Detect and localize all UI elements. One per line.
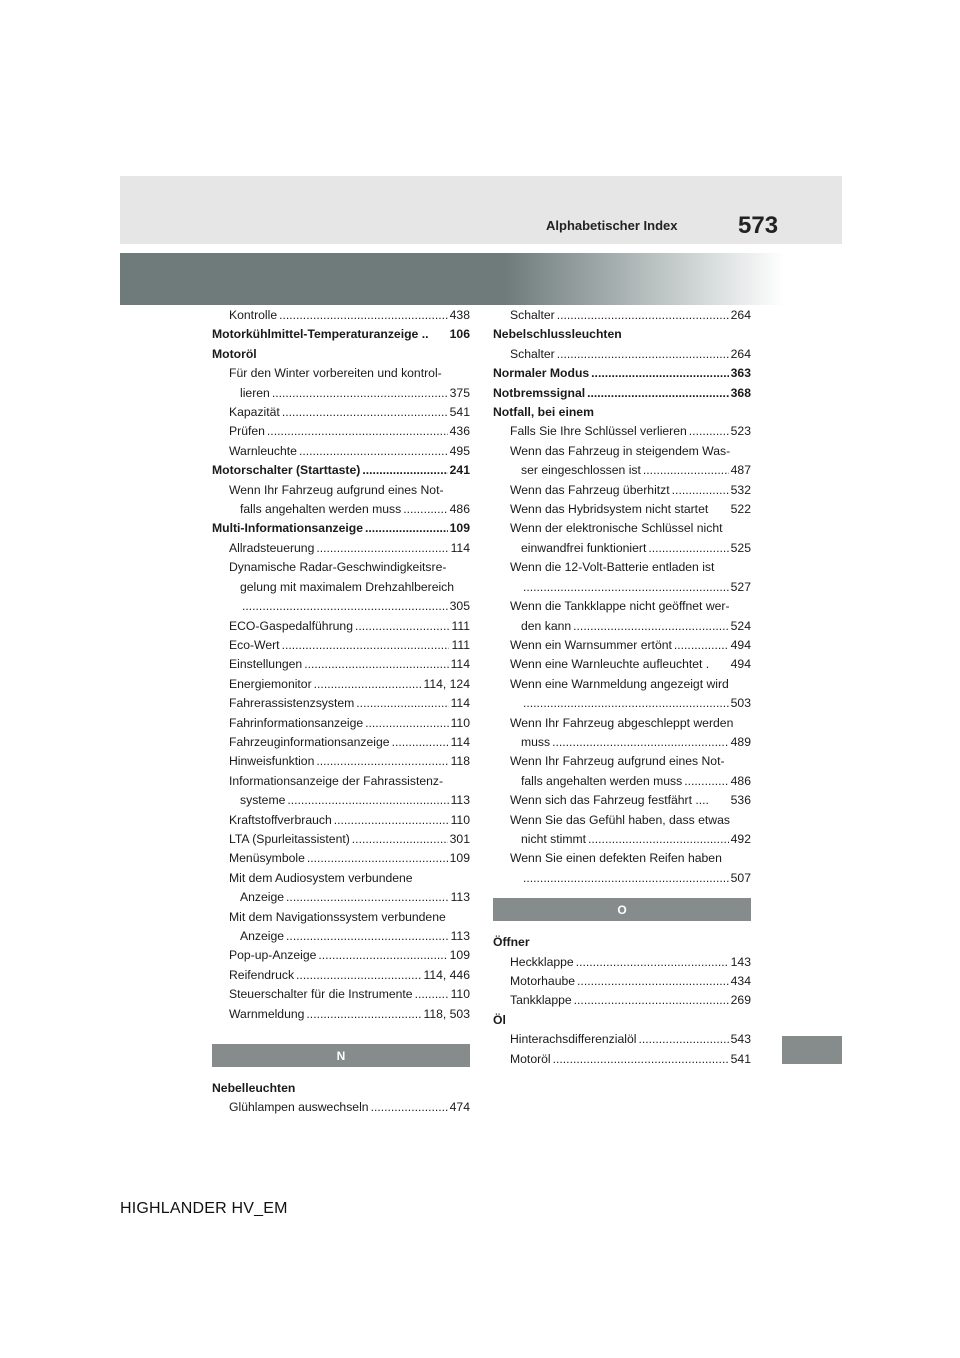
index-sub-entry [212, 811, 470, 830]
page-reference: 241 [449, 463, 470, 478]
page-reference: 110 [450, 715, 470, 730]
entry-text: lieren [240, 385, 270, 400]
leader-dots [272, 384, 448, 403]
leader-dots [552, 733, 729, 752]
entry-text: Energiemonitor [229, 676, 312, 691]
page-reference: 110 [450, 987, 470, 1002]
leader-dots [523, 694, 729, 713]
index-sub-entry [212, 384, 470, 403]
entry-text: Schalter [510, 346, 555, 361]
leader-dots [334, 811, 449, 830]
leader-dots [577, 972, 729, 991]
section-title: Alphabetischer Index [546, 218, 678, 233]
index-sub-entry [212, 442, 470, 461]
page-number: 573 [738, 212, 779, 239]
page-reference: 494 [730, 637, 751, 652]
chapter-side-tab [782, 1036, 842, 1064]
index-main-entry [212, 461, 470, 480]
index-sub-entry [493, 972, 751, 991]
index-sub-entry [212, 733, 470, 752]
index-main-entry [493, 403, 751, 422]
entry-text: falls angehalten werden muss [240, 502, 402, 517]
entry-text: Wenn Ihr Fahrzeug aufgrund eines Not- [229, 482, 444, 497]
index-sub-entry [212, 908, 470, 927]
entry-text: Menüsymbole [229, 851, 305, 866]
entry-text: gelung mit maximalem Drehzahlbereich [240, 579, 455, 594]
index-main-entry [493, 325, 751, 344]
index-sub-entry [493, 539, 751, 558]
page-reference: 436 [449, 424, 470, 439]
page-reference: 524 [730, 618, 751, 633]
entry-text: Dynamische Radar-Geschwindigkeitsre- [229, 560, 447, 575]
entry-text: Tankklappe [510, 993, 572, 1008]
index-sub-entry [493, 869, 751, 888]
leader-dots [299, 442, 448, 461]
page-reference: 486 [730, 773, 751, 788]
index-sub-entry [212, 985, 470, 1004]
leader-dots [553, 1050, 729, 1069]
index-column-right [493, 306, 751, 1069]
leader-dots [306, 1005, 421, 1024]
page-reference: 523 [730, 424, 751, 439]
page-reference: 109 [449, 851, 470, 866]
page-reference: 114 [450, 540, 470, 555]
page-reference: 305 [449, 599, 470, 614]
entry-text: Wenn eine Warnmeldung angezeigt wird [510, 676, 729, 691]
page-reference: 438 [449, 308, 470, 322]
index-sub-entry [493, 558, 751, 577]
index-sub-entry [493, 791, 751, 810]
index-sub-entry [212, 849, 470, 868]
index-sub-entry [212, 966, 470, 985]
index-sub-entry [493, 617, 751, 636]
entry-text: Wenn eine Warnleuchte aufleuchtet . [510, 657, 710, 672]
page-reference: 375 [449, 385, 470, 400]
index-sub-entry [493, 655, 751, 674]
entry-text: Fahrerassistenzsystem [229, 696, 355, 711]
index-sub-entry [212, 791, 470, 810]
leader-dots [316, 539, 448, 558]
leader-dots [576, 953, 729, 972]
page-reference: 368 [730, 385, 751, 400]
leader-dots [689, 422, 729, 441]
entry-text: Wenn Ihr Fahrzeug aufgrund eines Not- [510, 754, 725, 769]
index-sub-entry [493, 849, 751, 868]
index-sub-entry [493, 714, 751, 733]
entry-text: ECO-Gaspedalführung [229, 618, 353, 633]
index-sub-entry [212, 714, 470, 733]
index-sub-entry [212, 364, 470, 383]
leader-dots [648, 539, 728, 558]
leader-dots [267, 422, 448, 441]
page-reference: 114, 124 [423, 676, 470, 691]
entry-text: Warnleuchte [229, 443, 297, 458]
index-main-entry [493, 364, 751, 383]
page-reference: 489 [730, 734, 751, 749]
page-reference: 492 [730, 831, 751, 846]
entry-text: Multi-Informationsanzeige [212, 521, 363, 536]
index-sub-entry [493, 752, 751, 771]
page-reference: 486 [449, 502, 470, 517]
entry-text: Einstellungen [229, 657, 303, 672]
leader-dots [587, 384, 729, 403]
leader-dots [557, 345, 729, 364]
leader-dots [672, 481, 729, 500]
leader-dots [588, 830, 729, 849]
entry-text: Öffner [493, 935, 530, 950]
page-reference: 363 [730, 366, 751, 381]
index-sub-entry [212, 655, 470, 674]
entry-text: Motoröl [212, 346, 257, 361]
entry-text: den kann [521, 618, 572, 633]
page-reference: 111 [451, 618, 470, 633]
entry-text: Eco-Wert [229, 637, 280, 652]
footer-model-label: HIGHLANDER HV_EM [120, 1200, 288, 1217]
index-sub-entry [212, 694, 470, 713]
leader-dots [282, 636, 450, 655]
page-reference: 118, 503 [423, 1006, 470, 1021]
index-column-left [212, 306, 470, 1118]
index-sub-entry [493, 772, 751, 791]
index-sub-entry [212, 946, 470, 965]
page-reference: 474 [449, 1100, 470, 1115]
page-reference: 536 [730, 793, 751, 808]
leader-dots [415, 985, 449, 1004]
index-sub-entry [212, 830, 470, 849]
entry-text: Notbremssignal [493, 385, 586, 400]
index-sub-entry [493, 306, 751, 325]
page-reference: 507 [730, 870, 751, 885]
leader-dots [356, 694, 448, 713]
page-reference: 269 [730, 993, 751, 1008]
entry-text: Warnmeldung [229, 1006, 305, 1021]
entry-text: Glühlampen auswechseln [229, 1100, 369, 1115]
index-main-entry [212, 519, 470, 538]
leader-dots [296, 966, 421, 985]
entry-text: Wenn die 12-Volt-Batterie entladen ist [510, 560, 715, 575]
leader-dots [286, 927, 449, 946]
entry-text: Wenn ein Warnsummer ertönt [510, 637, 672, 652]
page-reference: 543 [730, 1032, 751, 1047]
entry-text: Hinterachsdifferenzialöl [510, 1032, 637, 1047]
page-reference: 114 [450, 734, 470, 749]
page-reference: 110 [450, 812, 470, 827]
entry-text: Falls Sie Ihre Schlüssel verlieren [510, 424, 687, 439]
entry-text: Steuerschalter für die Instrumente [229, 987, 413, 1002]
entry-text: Fahrzeuginformationsanzeige [229, 734, 390, 749]
entry-text: Prüfen [229, 424, 265, 439]
index-sub-entry [212, 617, 470, 636]
index-sub-entry [212, 675, 470, 694]
page-reference: 111 [451, 637, 470, 652]
index-letter-header: N [212, 1044, 470, 1067]
entry-text: Mit dem Navigationssystem verbundene [229, 909, 446, 924]
index-sub-entry [493, 830, 751, 849]
index-sub-entry [493, 519, 751, 538]
entry-text: Motorschalter (Starttaste) [212, 463, 361, 478]
page-reference: 494 [730, 657, 751, 672]
index-sub-entry [493, 1050, 751, 1069]
entry-text: Motoröl [510, 1051, 551, 1066]
index-sub-entry [212, 481, 470, 500]
leader-dots [365, 714, 448, 733]
entry-text: muss [521, 734, 551, 749]
index-sub-entry [493, 694, 751, 713]
index-sub-entry [212, 539, 470, 558]
leader-dots [638, 1030, 728, 1049]
index-main-entry [212, 325, 470, 344]
entry-text: Wenn Sie einen defekten Reifen haben [510, 851, 722, 866]
entry-text: Wenn Ihr Fahrzeug abgeschleppt werden [510, 715, 734, 730]
page-reference: 114 [450, 696, 470, 711]
index-sub-entry [493, 1030, 751, 1049]
entry-text: Wenn das Fahrzeug in steigendem Was- [510, 443, 731, 458]
entry-text: Für den Winter vorbereiten und kontrol- [229, 366, 442, 381]
page-reference: 503 [730, 696, 751, 711]
leader-dots [307, 849, 448, 868]
entry-text: LTA (Spurleitassistent) [229, 831, 350, 846]
entry-text: systeme [240, 793, 286, 808]
page-reference: 114 [450, 657, 470, 672]
entry-text: Kraftstoffverbrauch [229, 812, 332, 827]
entry-text: einwandfrei funktioniert [521, 540, 647, 555]
index-sub-entry [212, 1098, 470, 1117]
page-reference: 106 [449, 327, 470, 342]
entry-text: Mit dem Audiosystem verbundene [229, 870, 413, 885]
header-gradient-bar [120, 253, 784, 305]
index-sub-entry [212, 869, 470, 888]
leader-dots [574, 991, 729, 1010]
leader-dots [242, 597, 448, 616]
entry-text: nicht stimmt [521, 831, 587, 846]
entry-text: Wenn sich das Fahrzeug festfährt .... [510, 793, 709, 808]
entry-text: Kapazität [229, 405, 280, 420]
index-sub-entry [493, 733, 751, 752]
entry-text: Anzeige [240, 890, 285, 905]
entry-text: Nebelschlussleuchten [493, 327, 622, 342]
entry-text: Schalter [510, 308, 555, 322]
page-reference: 434 [730, 974, 751, 988]
entry-text: Notfall, bei einem [493, 405, 594, 420]
leader-dots [287, 791, 448, 810]
leader-dots [371, 1098, 448, 1117]
entry-text: Reifendruck [229, 967, 295, 982]
index-main-entry [212, 345, 470, 364]
page-reference: 113 [450, 890, 470, 905]
page-header-band [120, 176, 842, 244]
entry-text: Hinweisfunktion [229, 754, 315, 769]
leader-dots [286, 888, 449, 907]
entry-text: Motorhaube [510, 974, 576, 988]
index-sub-entry [493, 461, 751, 480]
leader-dots [362, 461, 447, 480]
entry-text: Nebelleuchten [212, 1081, 296, 1096]
leader-dots [591, 364, 728, 383]
entry-text: Anzeige [240, 929, 285, 943]
index-sub-entry [493, 991, 751, 1010]
index-sub-entry [212, 403, 470, 422]
page-reference: 527 [730, 579, 751, 594]
leader-dots [392, 733, 449, 752]
index-sub-entry [212, 888, 470, 907]
index-sub-entry [212, 636, 470, 655]
page-reference: 114, 446 [423, 967, 470, 982]
entry-text: Pop-up-Anzeige [229, 948, 317, 963]
leader-dots [279, 306, 448, 325]
entry-text: Motorkühlmittel-Temperaturanzeige .. [212, 327, 429, 342]
index-sub-entry [212, 558, 470, 577]
page-reference: 113 [450, 929, 470, 943]
page-reference: 264 [730, 346, 751, 361]
page-reference: 109 [449, 948, 470, 963]
entry-text: Fahrinformationsanzeige [229, 715, 364, 730]
index-sub-entry [493, 578, 751, 597]
leader-dots [352, 830, 448, 849]
leader-dots [684, 772, 728, 791]
leader-dots [643, 461, 729, 480]
index-sub-entry [493, 953, 751, 972]
index-sub-entry [212, 578, 470, 597]
leader-dots [403, 500, 447, 519]
entry-text: ser eingeschlossen ist [521, 463, 641, 478]
entry-text: Normaler Modus [493, 366, 590, 381]
index-main-entry [212, 1079, 470, 1098]
leader-dots [316, 752, 448, 771]
index-sub-entry [212, 927, 470, 946]
page-reference: 113 [450, 793, 470, 808]
index-sub-entry [212, 306, 470, 325]
page-reference: 109 [449, 521, 470, 536]
index-sub-entry [212, 1005, 470, 1024]
page-reference: 301 [449, 831, 470, 846]
leader-dots [365, 519, 448, 538]
entry-text: Öl [493, 1012, 506, 1027]
page-reference: 143 [730, 954, 751, 969]
entry-text: Allradsteuerung [229, 540, 315, 555]
entry-text: Wenn das Hybridsystem nicht startet [510, 502, 709, 517]
index-sub-entry [493, 481, 751, 500]
index-sub-entry [212, 422, 470, 441]
leader-dots [314, 675, 422, 694]
entry-text: Informationsanzeige der Fahrassistenz- [229, 773, 444, 788]
entry-text: Wenn das Fahrzeug überhitzt [510, 482, 670, 497]
index-sub-entry [493, 636, 751, 655]
page-reference: 525 [730, 540, 751, 555]
index-sub-entry [212, 772, 470, 791]
page-reference: 522 [730, 502, 751, 517]
entry-text: Wenn der elektronische Schlüssel nicht [510, 521, 723, 536]
index-sub-entry [493, 442, 751, 461]
leader-dots [523, 869, 729, 888]
leader-dots [523, 578, 729, 597]
page-reference: 118 [450, 754, 470, 769]
page-reference: 532 [730, 482, 751, 497]
entry-text: Heckklappe [510, 954, 574, 969]
index-sub-entry [493, 345, 751, 364]
index-letter-header: O [493, 898, 751, 921]
index-sub-entry [212, 500, 470, 519]
entry-text: Wenn die Tankklappe nicht geöffnet wer- [510, 599, 730, 614]
page-reference: 487 [730, 463, 751, 478]
index-sub-entry [212, 597, 470, 616]
index-sub-entry [493, 811, 751, 830]
index-sub-entry [493, 500, 751, 519]
page-reference: 264 [730, 308, 751, 322]
entry-text: Wenn Sie das Gefühl haben, dass etwas [510, 812, 730, 827]
index-sub-entry [493, 422, 751, 441]
index-sub-entry [212, 752, 470, 771]
index-main-entry [493, 1011, 751, 1030]
leader-dots [304, 655, 448, 674]
entry-text: Kontrolle [229, 308, 278, 322]
leader-dots [282, 403, 448, 422]
index-main-entry [493, 384, 751, 403]
leader-dots [318, 946, 447, 965]
index-main-entry [493, 933, 751, 952]
leader-dots [674, 636, 729, 655]
leader-dots [573, 617, 729, 636]
page-reference: 541 [449, 405, 470, 420]
leader-dots [557, 306, 729, 325]
entry-text: falls angehalten werden muss [521, 773, 683, 788]
index-sub-entry [493, 597, 751, 616]
index-sub-entry [493, 675, 751, 694]
page-reference: 541 [730, 1051, 751, 1066]
leader-dots [355, 617, 449, 636]
page-reference: 495 [449, 443, 470, 458]
